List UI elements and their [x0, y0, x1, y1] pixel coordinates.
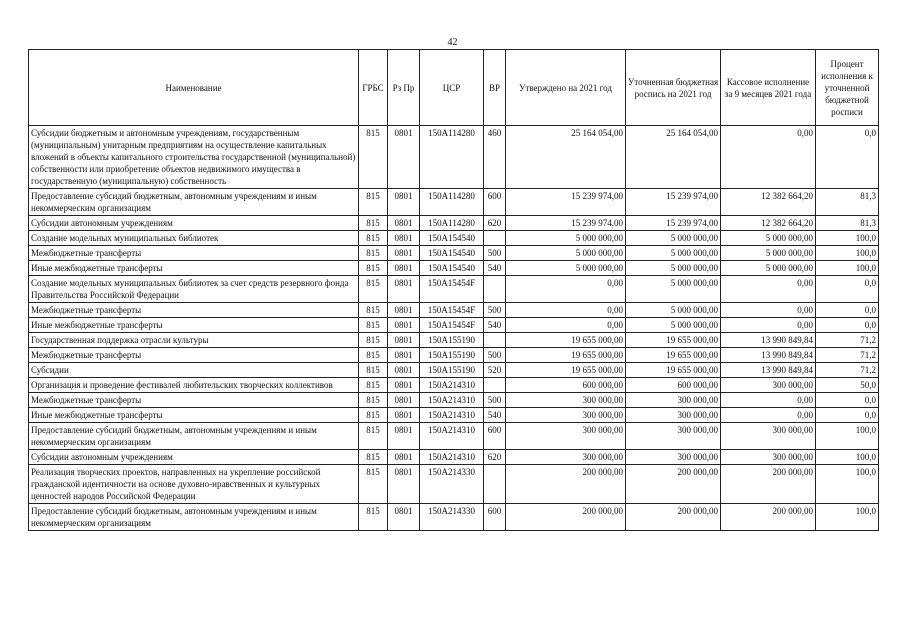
- page-number: 42: [447, 37, 458, 48]
- table-row: [29, 423, 879, 450]
- cell-cash: 0,00: [721, 318, 816, 333]
- cell-refined: 300 000,00: [626, 423, 721, 450]
- cell-percent: 0,0: [816, 393, 879, 408]
- cell-approved: 300 000,00: [506, 408, 626, 423]
- cell-approved: 300 000,00: [506, 393, 626, 408]
- cell-refined: 300 000,00: [626, 408, 721, 423]
- cell-grbs: 815: [359, 246, 388, 261]
- cell-name: Межбюджетные трансферты: [29, 303, 359, 318]
- header-rzpr: Рз Пр: [388, 50, 420, 126]
- cell-percent: 81,3: [816, 189, 879, 216]
- cell-csr: 150A114280: [420, 189, 484, 216]
- cell-csr: 150A15454F: [420, 318, 484, 333]
- cell-csr: 150A15454F: [420, 276, 484, 303]
- cell-csr: 150A15454F: [420, 303, 484, 318]
- cell-vr: 620: [484, 216, 506, 231]
- cell-grbs: 815: [359, 189, 388, 216]
- cell-grbs: 815: [359, 450, 388, 465]
- cell-grbs: 815: [359, 378, 388, 393]
- cell-csr: 150A214310: [420, 378, 484, 393]
- cell-csr: 150A114280: [420, 216, 484, 231]
- cell-vr: [484, 465, 506, 504]
- cell-approved: 5 000 000,00: [506, 261, 626, 276]
- cell-vr: 540: [484, 261, 506, 276]
- cell-refined: 200 000,00: [626, 504, 721, 531]
- cell-name: Субсидии: [29, 363, 359, 378]
- cell-name: Субсидии автономным учреждениям: [29, 216, 359, 231]
- cell-rzpr: 0801: [388, 348, 420, 363]
- table-row: [29, 393, 879, 408]
- cell-refined: 15 239 974,00: [626, 189, 721, 216]
- cell-rzpr: 0801: [388, 378, 420, 393]
- cell-approved: 600 000,00: [506, 378, 626, 393]
- cell-vr: 520: [484, 363, 506, 378]
- cell-cash: 0,00: [721, 126, 816, 189]
- cell-approved: 19 655 000,00: [506, 348, 626, 363]
- table-row: [29, 303, 879, 318]
- cell-cash: 300 000,00: [721, 423, 816, 450]
- cell-percent: 100,0: [816, 246, 879, 261]
- cell-name: Создание модельных муниципальных библиотек за счет средств резервного фонда Правительства Российской Федерации: [29, 276, 359, 303]
- table-row: [29, 408, 879, 423]
- cell-rzpr: 0801: [388, 261, 420, 276]
- cell-percent: 0,0: [816, 318, 879, 333]
- cell-vr: 540: [484, 408, 506, 423]
- cell-percent: 50,0: [816, 378, 879, 393]
- cell-name: Создание модельных муниципальных библиотек: [29, 231, 359, 246]
- cell-rzpr: 0801: [388, 363, 420, 378]
- table-row: [29, 318, 879, 333]
- cell-refined: 19 655 000,00: [626, 333, 721, 348]
- cell-cash: 0,00: [721, 276, 816, 303]
- cell-cash: 300 000,00: [721, 378, 816, 393]
- header-csr: ЦСР: [420, 50, 484, 126]
- cell-csr: 150A214310: [420, 393, 484, 408]
- cell-refined: 5 000 000,00: [626, 246, 721, 261]
- cell-csr: 150A214310: [420, 423, 484, 450]
- cell-approved: 5 000 000,00: [506, 231, 626, 246]
- cell-refined: 5 000 000,00: [626, 318, 721, 333]
- cell-refined: 600 000,00: [626, 378, 721, 393]
- table-row: [29, 378, 879, 393]
- header-cash: Кассовое исполнение за 9 месяцев 2021 года: [721, 50, 816, 126]
- cell-csr: 150A154540: [420, 246, 484, 261]
- cell-percent: 0,0: [816, 126, 879, 189]
- cell-grbs: 815: [359, 423, 388, 450]
- cell-approved: 0,00: [506, 276, 626, 303]
- cell-refined: 300 000,00: [626, 450, 721, 465]
- cell-approved: 300 000,00: [506, 450, 626, 465]
- cell-cash: 200 000,00: [721, 504, 816, 531]
- cell-vr: [484, 231, 506, 246]
- cell-vr: 500: [484, 303, 506, 318]
- cell-cash: 12 382 664,20: [721, 189, 816, 216]
- cell-percent: 0,0: [816, 303, 879, 318]
- cell-rzpr: 0801: [388, 504, 420, 531]
- cell-grbs: 815: [359, 333, 388, 348]
- cell-grbs: 815: [359, 261, 388, 276]
- cell-approved: 19 655 000,00: [506, 333, 626, 348]
- cell-grbs: 815: [359, 465, 388, 504]
- cell-approved: 15 239 974,00: [506, 216, 626, 231]
- cell-grbs: 815: [359, 348, 388, 363]
- cell-refined: 300 000,00: [626, 393, 721, 408]
- cell-csr: 150A155190: [420, 333, 484, 348]
- cell-csr: 150A154540: [420, 231, 484, 246]
- cell-percent: 71,2: [816, 333, 879, 348]
- cell-grbs: 815: [359, 216, 388, 231]
- header-refined: Уточненная бюджетная роспись на 2021 год: [626, 50, 721, 126]
- cell-cash: 12 382 664,20: [721, 216, 816, 231]
- cell-name: Предоставление субсидий бюджетным, автономным учреждениям и иным некоммерческим организациям: [29, 423, 359, 450]
- cell-cash: 300 000,00: [721, 450, 816, 465]
- table-row: [29, 126, 879, 189]
- cell-approved: 5 000 000,00: [506, 246, 626, 261]
- cell-rzpr: 0801: [388, 276, 420, 303]
- cell-percent: 71,2: [816, 348, 879, 363]
- cell-approved: 19 655 000,00: [506, 363, 626, 378]
- cell-vr: 620: [484, 450, 506, 465]
- cell-name: Субсидии бюджетным и автономным учреждениям, государственным (муниципальным) унитарным предприятиям на осуществление капитальных вложений в объекты капитального строительства государственной (муниципальной) собственности или приобретение объектов недвижимого имущества в государственную (муниципальную) собственность: [29, 126, 359, 189]
- cell-name: Иные межбюджетные трансферты: [29, 408, 359, 423]
- cell-refined: 5 000 000,00: [626, 231, 721, 246]
- cell-rzpr: 0801: [388, 189, 420, 216]
- cell-rzpr: 0801: [388, 465, 420, 504]
- cell-rzpr: 0801: [388, 126, 420, 189]
- cell-name: Иные межбюджетные трансферты: [29, 318, 359, 333]
- cell-vr: 500: [484, 348, 506, 363]
- cell-csr: 150A155190: [420, 348, 484, 363]
- cell-rzpr: 0801: [388, 246, 420, 261]
- cell-name: Межбюджетные трансферты: [29, 393, 359, 408]
- cell-refined: 25 164 054,00: [626, 126, 721, 189]
- header-percent: Процент исполнения к уточненной бюджетной росписи: [816, 50, 879, 126]
- cell-name: Субсидии автономным учреждениям: [29, 450, 359, 465]
- table-row: [29, 246, 879, 261]
- cell-rzpr: 0801: [388, 423, 420, 450]
- cell-name: Предоставление субсидий бюджетным, автономным учреждениям и иным некоммерческим организациям: [29, 504, 359, 531]
- cell-refined: 5 000 000,00: [626, 261, 721, 276]
- table-header-row: [29, 50, 879, 126]
- cell-rzpr: 0801: [388, 231, 420, 246]
- cell-vr: 540: [484, 318, 506, 333]
- cell-approved: 300 000,00: [506, 423, 626, 450]
- cell-percent: 100,0: [816, 231, 879, 246]
- cell-rzpr: 0801: [388, 216, 420, 231]
- cell-csr: 150A114280: [420, 126, 484, 189]
- cell-cash: 5 000 000,00: [721, 246, 816, 261]
- table-row: [29, 333, 879, 348]
- cell-percent: 71,2: [816, 363, 879, 378]
- cell-refined: 5 000 000,00: [626, 303, 721, 318]
- cell-percent: 0,0: [816, 408, 879, 423]
- cell-approved: 200 000,00: [506, 504, 626, 531]
- table-row: [29, 450, 879, 465]
- cell-grbs: 815: [359, 408, 388, 423]
- cell-grbs: 815: [359, 276, 388, 303]
- cell-rzpr: 0801: [388, 450, 420, 465]
- cell-grbs: 815: [359, 126, 388, 189]
- table-row: [29, 189, 879, 216]
- cell-percent: 100,0: [816, 423, 879, 450]
- cell-percent: 100,0: [816, 261, 879, 276]
- cell-vr: 600: [484, 504, 506, 531]
- cell-refined: 5 000 000,00: [626, 276, 721, 303]
- cell-vr: 500: [484, 393, 506, 408]
- table-row: [29, 465, 879, 504]
- table-row: [29, 216, 879, 231]
- cell-csr: 150A154540: [420, 261, 484, 276]
- cell-rzpr: 0801: [388, 333, 420, 348]
- cell-csr: 150A214330: [420, 504, 484, 531]
- cell-name: Предоставление субсидий бюджетным, автономным учреждениям и иным некоммерческим организациям: [29, 189, 359, 216]
- cell-vr: [484, 276, 506, 303]
- cell-name: Государственная поддержка отрасли культуры: [29, 333, 359, 348]
- cell-vr: 460: [484, 126, 506, 189]
- cell-vr: [484, 333, 506, 348]
- cell-grbs: 815: [359, 363, 388, 378]
- cell-name: Организация и проведение фестивалей любительских творческих коллективов: [29, 378, 359, 393]
- header-grbs: ГРБС: [359, 50, 388, 126]
- cell-cash: 200 000,00: [721, 465, 816, 504]
- cell-refined: 19 655 000,00: [626, 363, 721, 378]
- cell-percent: 0,0: [816, 276, 879, 303]
- cell-cash: 5 000 000,00: [721, 261, 816, 276]
- cell-cash: 0,00: [721, 303, 816, 318]
- table-row: [29, 504, 879, 531]
- cell-approved: 200 000,00: [506, 465, 626, 504]
- cell-cash: 13 990 849,84: [721, 348, 816, 363]
- cell-refined: 19 655 000,00: [626, 348, 721, 363]
- cell-csr: 150A214310: [420, 408, 484, 423]
- cell-cash: 13 990 849,84: [721, 363, 816, 378]
- cell-vr: 500: [484, 246, 506, 261]
- cell-grbs: 815: [359, 231, 388, 246]
- cell-approved: 0,00: [506, 318, 626, 333]
- cell-rzpr: 0801: [388, 303, 420, 318]
- header-name: Наименование: [29, 50, 359, 126]
- cell-approved: 25 164 054,00: [506, 126, 626, 189]
- cell-refined: 15 239 974,00: [626, 216, 721, 231]
- cell-refined: 200 000,00: [626, 465, 721, 504]
- table-row: [29, 348, 879, 363]
- cell-rzpr: 0801: [388, 393, 420, 408]
- table-row: [29, 231, 879, 246]
- cell-percent: 81,3: [816, 216, 879, 231]
- table-body: [29, 126, 879, 531]
- budget-execution-table: [28, 49, 879, 531]
- cell-name: Иные межбюджетные трансферты: [29, 261, 359, 276]
- cell-percent: 100,0: [816, 450, 879, 465]
- header-approved: Утверждено на 2021 год: [506, 50, 626, 126]
- table-row: [29, 363, 879, 378]
- cell-cash: 13 990 849,84: [721, 333, 816, 348]
- cell-name: Межбюджетные трансферты: [29, 348, 359, 363]
- cell-csr: 150A214310: [420, 450, 484, 465]
- cell-vr: 600: [484, 423, 506, 450]
- cell-name: Реализация творческих проектов, направленных на укрепление российской гражданской идентичности на основе духовно-нравственных и культурных ценностей народов Российской Федерации: [29, 465, 359, 504]
- cell-percent: 100,0: [816, 465, 879, 504]
- cell-cash: 0,00: [721, 408, 816, 423]
- header-vr: ВР: [484, 50, 506, 126]
- table-row: [29, 261, 879, 276]
- cell-rzpr: 0801: [388, 318, 420, 333]
- table-row: [29, 276, 879, 303]
- cell-grbs: 815: [359, 318, 388, 333]
- cell-grbs: 815: [359, 303, 388, 318]
- cell-csr: 150A155190: [420, 363, 484, 378]
- cell-approved: 15 239 974,00: [506, 189, 626, 216]
- cell-vr: 600: [484, 189, 506, 216]
- cell-name: Межбюджетные трансферты: [29, 246, 359, 261]
- cell-approved: 0,00: [506, 303, 626, 318]
- cell-percent: 100,0: [816, 504, 879, 531]
- cell-cash: 5 000 000,00: [721, 231, 816, 246]
- cell-rzpr: 0801: [388, 408, 420, 423]
- cell-cash: 0,00: [721, 393, 816, 408]
- cell-csr: 150A214330: [420, 465, 484, 504]
- cell-vr: [484, 378, 506, 393]
- cell-grbs: 815: [359, 504, 388, 531]
- cell-grbs: 815: [359, 393, 388, 408]
